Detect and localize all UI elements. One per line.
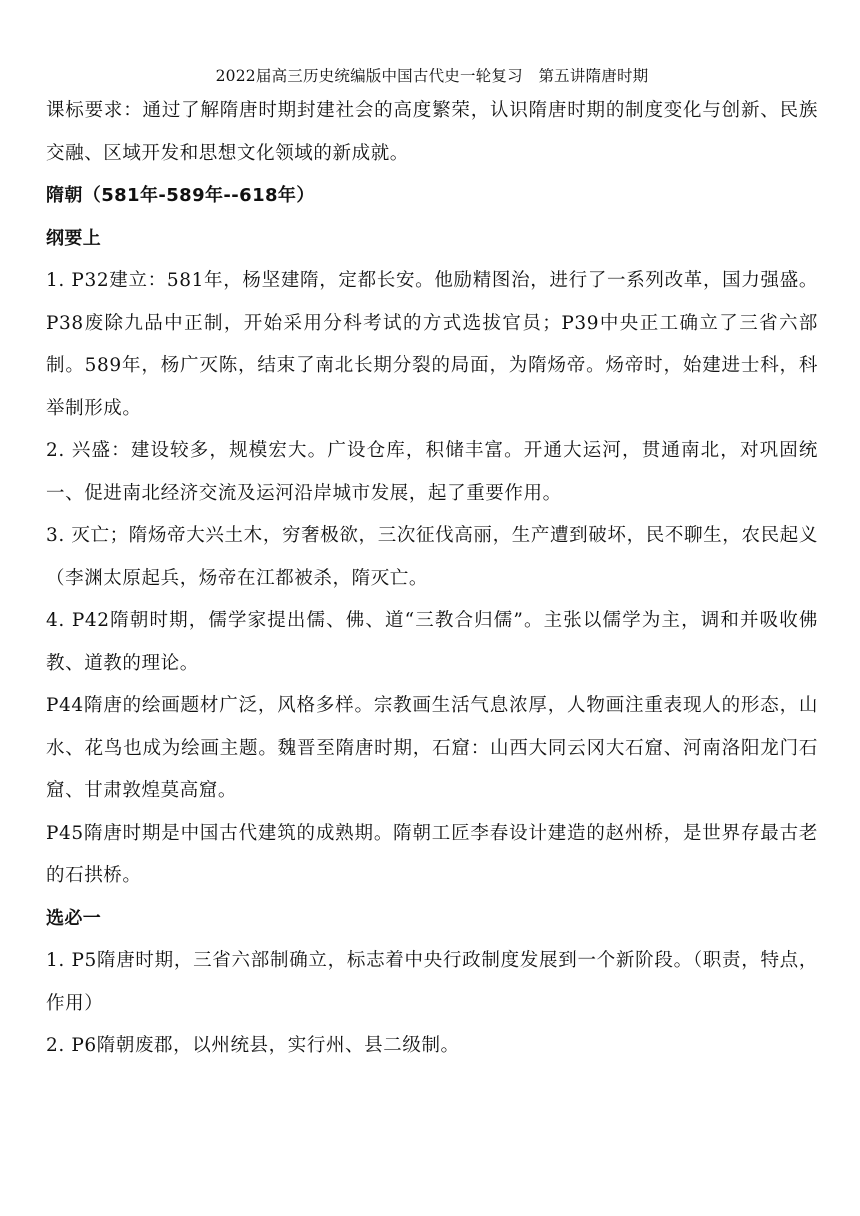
gangyao-item-1: 1. P32建立：581年，杨坚建隋，定都长安。他励精图治，进行了一系列改革，国力强盛。P38废除九品中正制，开始采用分科考试的方式选拔官员；P39中央正工确立了三省六部制。589年，杨广灭陈，结束了南北长期分裂的局面，为隋炀帝。炀帝时，始建进士科，科举制形成。: [46, 270, 818, 419]
gangyao-item-3: 3. 灭亡；隋炀帝大兴土木，穷奢极欲，三次征伐高丽，生产遭到破坏，民不聊生，农民起义（李渊太原起兵，炀帝在江都被杀，隋灭亡。: [46, 525, 818, 589]
curriculum-requirement: 课标要求：通过了解隋唐时期封建社会的高度繁荣，认识隋唐时期的制度变化与创新、民族交融、区域开发和思想文化领域的新成就。: [46, 100, 818, 164]
document-page: [46, 62, 818, 1068]
gangyao-item-4: 4. P42隋朝时期，儒学家提出儒、佛、道“三教合归儒”。主张以儒学为主，调和并吸收佛教、道教的理论。: [46, 610, 818, 674]
gangyao-item-p45: P45隋唐时期是中国古代建筑的成熟期。隋朝工匠李春设计建造的赵州桥，是世界存最古老的石拱桥。: [46, 822, 818, 886]
section-heading-sui: 隋朝（581年-589年--618年）: [46, 185, 315, 206]
xuanbi-item-1: 1. P5隋唐时期，三省六部制确立，标志着中央行政制度发展到一个新阶段。（职责，特点，作用）: [46, 950, 818, 1014]
xuanbi-item-2: 2. P6隋朝废郡，以州统县，实行州、县二级制。: [46, 1035, 460, 1056]
subsection-heading-gangyao: 纲要上: [46, 227, 102, 249]
gangyao-item-p44: P44隋唐的绘画题材广泛，风格多样。宗教画生活气息浓厚，人物画注重表现人的形态，山水、花鸟也成为绘画主题。魏晋至隋唐时期，石窟：山西大同云冈大石窟、河南洛阳龙门石窟、甘肃敦煌莫高窟。: [46, 695, 818, 801]
document-title: 2022届高三历史统编版中国古代史一轮复习 第五讲隋唐时期: [215, 67, 649, 85]
gangyao-item-2: 2. 兴盛：建设较多，规模宏大。广设仓库，积储丰富。开通大运河，贯通南北，对巩固统一、促进南北经济交流及运河沿岸城市发展，起了重要作用。: [46, 440, 818, 504]
subsection-heading-xuanbi: 选必一: [46, 907, 102, 929]
